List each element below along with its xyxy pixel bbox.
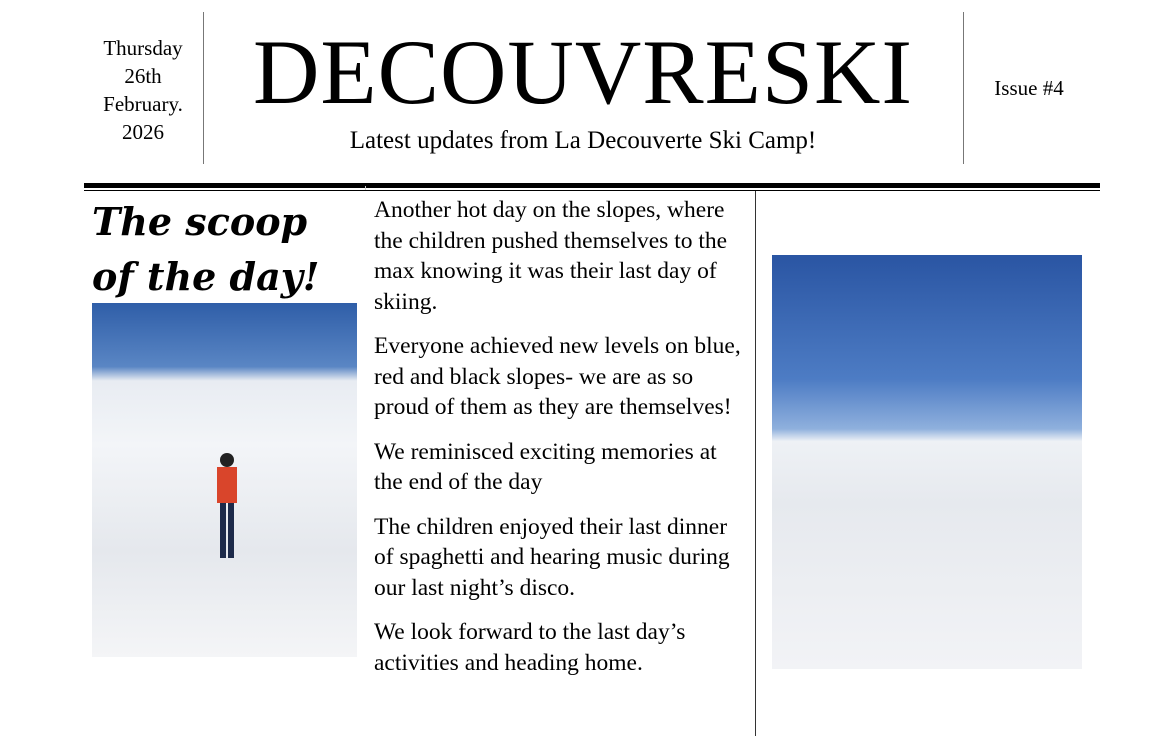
article-paragraph: Everyone achieved new levels on blue, red and black slopes- we are as so proud of them as they are themselves!: [374, 333, 741, 420]
header-rule-thin: [84, 190, 1100, 191]
article-paragraph: The children enjoyed their last dinner of spaghetti and hearing music during our last night’s disco.: [374, 513, 730, 601]
slope-photo: [772, 255, 1082, 669]
date-month: February.: [103, 92, 183, 116]
column-divider: [755, 191, 756, 736]
date-weekday: Thursday: [103, 36, 183, 60]
header-divider-left: [203, 12, 204, 164]
issue-number: Issue #4: [994, 76, 1064, 100]
column-tick: [365, 186, 366, 190]
article-body: [374, 195, 746, 692]
date-year: 2026: [122, 120, 164, 144]
date-day: 26th: [124, 64, 162, 88]
issue-date: [90, 34, 196, 146]
headline-line: The scoop: [92, 199, 308, 244]
skier-figure: [212, 443, 242, 573]
article-headline: [92, 194, 352, 304]
article-paragraph: We look forward to the last day’s activities and heading home.: [374, 619, 686, 676]
skier-photo: [92, 303, 357, 657]
newsletter-title: DECOUVRESKI: [252, 21, 914, 123]
header-rule-thick: [84, 183, 1100, 188]
newsletter-tagline: Latest updates from La Decouverte Ski Camp!: [349, 127, 817, 154]
article-paragraph: We reminisced exciting memories at the end of the day: [374, 438, 717, 495]
headline-line: of the day!: [92, 254, 320, 299]
header-divider-right: [963, 12, 964, 164]
article-paragraph: Another hot day on the slopes, where the children pushed themselves to the max knowing it was their last day of skiing.: [374, 197, 728, 315]
